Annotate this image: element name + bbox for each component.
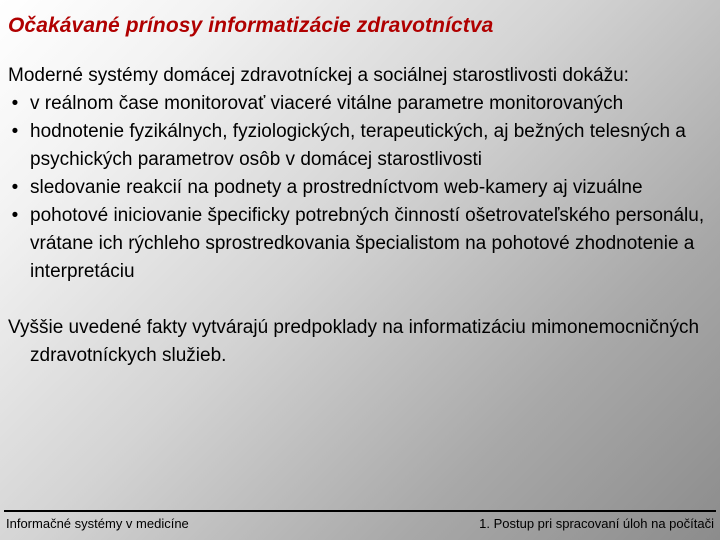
conclusion-paragraph: Vyššie uvedené fakty vytvárajú predpoklady na informatizáciu mimonemocničných zdravotníckych služieb. xyxy=(8,317,700,366)
bullet-item xyxy=(8,202,716,286)
bullet-item xyxy=(8,174,716,202)
bullet-text: hodnotenie fyzikálnych, fyziologických, terapeutických, aj bežných telesných a psychických parametrov osôb v domácej starostlivosti xyxy=(30,121,686,170)
slide-title: Očakávané prínosy informatizácie zdravotníctva xyxy=(8,14,494,37)
bullet-text: pohotové iniciovanie špecificky potrebných činností ošetrovateľského personálu, vrátane ich rýchleho sprostredkovania špecialistom na pohotové zhodnotenie a interpretáciu xyxy=(30,205,705,282)
intro-paragraph: Moderné systémy domácej zdravotníckej a sociálnej starostlivosti dokážu: xyxy=(8,65,629,86)
footer-course-name: Informačné systémy v medicíne xyxy=(6,516,189,531)
bullet-icon: • xyxy=(11,93,19,114)
footer-divider xyxy=(4,510,716,512)
bullet-item xyxy=(8,118,716,174)
bullet-item xyxy=(8,90,716,118)
footer-lecture-title: 1. Postup pri spracovaní úloh na počítači xyxy=(479,516,714,531)
bullet-text: sledovanie reakcií na podnety a prostredníctvom web-kamery aj vizuálne xyxy=(30,177,643,198)
bullet-icon: • xyxy=(11,205,19,226)
bullet-icon: • xyxy=(11,121,19,142)
bullet-text: v reálnom čase monitorovať viaceré vitálne parametre monitorovaných xyxy=(30,93,624,114)
slide-content xyxy=(8,62,716,370)
paragraph-spacer xyxy=(8,286,716,314)
bullet-list xyxy=(8,90,716,286)
bullet-icon: • xyxy=(11,177,19,198)
